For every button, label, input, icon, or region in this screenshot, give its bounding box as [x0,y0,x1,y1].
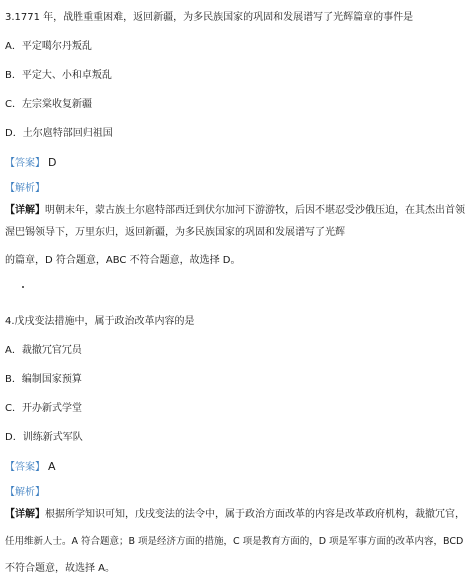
question-4-option-a: A．裁撤冗官冗员 [5,345,82,356]
question-4-detail-line-2: 任用维新人士。A 符合题意；B 项是经济方面的措施，C 项是教育方面的，D 项是军事方面的改革内容，BCD [5,536,464,547]
detail-tag: 【详解】 [5,205,45,216]
speck-mark [22,286,24,288]
detail-text: 根据所学知识可知，戊戌变法的法令中，属于政治方面改革的内容是改革政府机构，裁撤冗官， [45,509,465,520]
answer-tag: 【答案】 [5,158,45,169]
question-4-option-d: D．训练新式军队 [5,432,83,443]
question-3-detail-line-3: 的篇章，D 符合题意，ABC 不符合题意，故选择 D。 [5,255,241,266]
question-4-detail-line-3: 不符合题意，故选择 A。 [5,563,116,574]
question-4-detail-line-1 [5,508,465,522]
question-3-option-b: B．平定大、小和卓叛乱 [5,70,112,81]
question-4-answer-row [5,460,56,475]
answer-tag: 【答案】 [5,462,45,473]
analysis-tag: 【解析】 [5,487,45,498]
question-4-analysis-tag [5,486,45,500]
question-3-answer-row [5,156,56,171]
question-3-analysis-tag [5,182,45,196]
answer-value: D [48,156,57,169]
question-3-option-c: C．左宗棠收复新疆 [5,99,92,110]
analysis-tag: 【解析】 [5,183,45,194]
answer-value: A [48,460,56,473]
question-3-detail-line-1 [5,204,465,218]
question-4-option-b: B．编制国家预算 [5,374,82,385]
detail-text: 明朝末年，蒙古族土尔扈特部西迁到伏尔加河下游游牧，后因不堪忍受沙俄压迫，在其杰出首领 [45,205,465,216]
question-3-detail-line-2: 渥巴锡领导下，万里东归，返回新疆，为多民族国家的巩固和发展谱写了光辉 [5,227,345,238]
question-3-option-d: D．土尔扈特部回归祖国 [5,128,113,139]
question-4-option-c: C．开办新式学堂 [5,403,82,414]
question-3-option-a: A．平定噶尔丹叛乱 [5,41,92,52]
detail-tag: 【详解】 [5,509,45,520]
question-3-stem: 3.1771 年，战胜重重困难，返回新疆，为多民族国家的巩固和发展谱写了光辉篇章的事件是 [5,12,414,23]
question-4-stem: 4.戊戌变法措施中，属于政治改革内容的是 [5,316,195,327]
